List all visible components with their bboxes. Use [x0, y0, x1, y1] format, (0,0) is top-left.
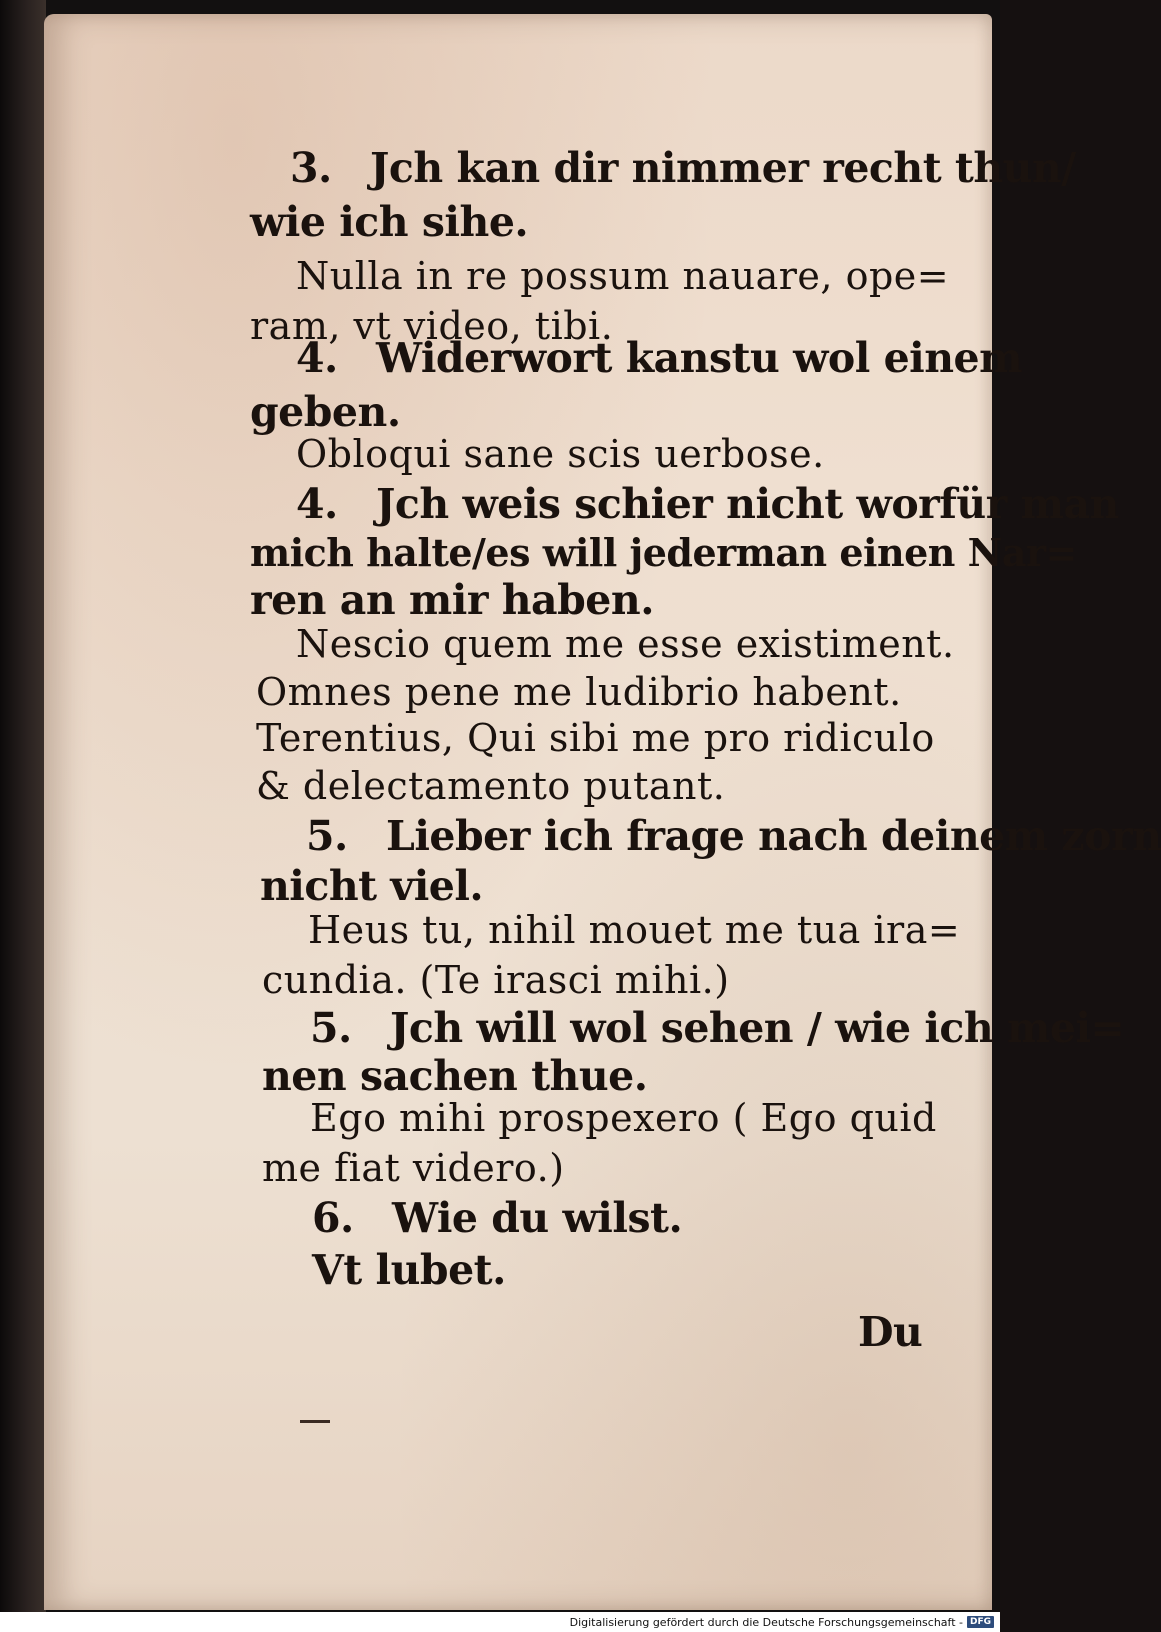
entry-number: 5. [310, 1004, 352, 1052]
text-line-1: 3. Jch kan dir nimmer recht thun/ [290, 144, 1076, 192]
text-line-11: Nescio quem me esse existiment. [296, 622, 955, 666]
text-line-8: 4. Jch weis schier nicht worfür man [296, 480, 1119, 528]
text-line-12: Omnes pene me ludibrio habent. [256, 670, 902, 714]
entry-number: 4. [296, 334, 338, 382]
entry-number: 6. [312, 1194, 354, 1242]
text-line-3: Nulla in re possum nauare, ope= [296, 254, 950, 298]
digitization-footer [0, 1612, 1000, 1632]
ink-mark [300, 1420, 330, 1423]
text-line-16: nicht viel. [260, 862, 484, 910]
text-line-19: 5. Jch will wol sehen / wie ich mei= [310, 1004, 1125, 1052]
text-line-9: mich halte/es will jederman einen Nar= [250, 530, 1077, 575]
text-line-15: 5. Lieber ich frage nach deinem zorn [306, 812, 1161, 860]
text-line-13: Terentius, Qui sibi me pro ridiculo [256, 716, 935, 760]
text-line-7: Obloqui sane scis uerbose. [296, 432, 825, 476]
text-line-4: ram, vt video, tibi. [250, 304, 614, 348]
text-line-22: me fiat videro.) [262, 1146, 565, 1190]
book-page [44, 14, 1161, 1610]
book-spine [0, 0, 46, 1612]
footer-text: Digitalisierung gefördert durch die Deutsche Forschungsgemeinschaft - [569, 1615, 963, 1629]
text-line-5: 4. Widerwort kanstu wol einem [296, 334, 1023, 382]
catchword: Du [858, 1308, 923, 1356]
text-line-23: 6. Wie du wilst. [312, 1194, 683, 1242]
entry-number: 5. [306, 812, 348, 860]
text-line-18: cundia. (Te irasci mihi.) [262, 958, 730, 1002]
text-line-21: Ego mihi prospexero ( Ego quid [310, 1096, 937, 1140]
text-line-14: & delectamento putant. [256, 764, 726, 808]
text-line-6: geben. [250, 388, 401, 436]
dfg-logo: DFG [967, 1616, 994, 1628]
entry-number: 4. [296, 480, 338, 528]
text-line-17: Heus tu, nihil mouet me tua ira= [308, 908, 961, 952]
text-line-2: wie ich sihe. [250, 198, 529, 246]
entry-number: 3. [290, 144, 332, 192]
text-line-24: Vt lubet. [312, 1246, 506, 1294]
text-line-20: nen sachen thue. [262, 1052, 648, 1100]
text-line-10: ren an mir haben. [250, 576, 654, 624]
